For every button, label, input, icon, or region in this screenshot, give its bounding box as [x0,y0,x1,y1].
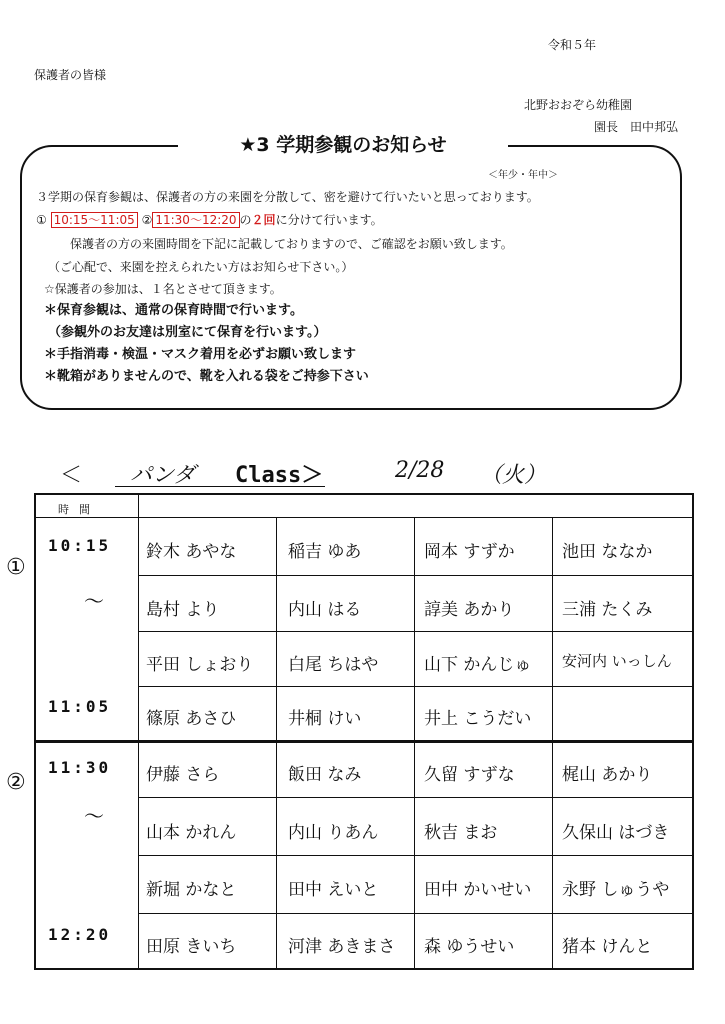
session-2-marker: ② [6,770,26,795]
notice-line-7: （参観外のお友達は別室にて保育を行います。） [48,325,327,340]
two-times: ２回 [251,213,276,227]
session-1-tilde: ～ [84,589,104,613]
student-name: 猪本 けんと [562,937,653,957]
notice-line-3: 保護者の方の来園時間を下記に記載しておりますので、ご確認をお願い致します。 [70,237,513,251]
school-name: 北野おおぞら幼稚園 [524,98,633,112]
student-name: 三浦 たくみ [562,600,653,620]
student-name: 池田 ななか [562,542,653,562]
student-name: 井上 こうだい [424,709,532,729]
row-line [138,855,694,856]
class-name: パンダ [130,463,196,488]
greeting: 保護者の皆様 [34,68,107,82]
student-name: 森 ゆうせい [424,937,515,957]
student-name: 河津 あきまさ [288,937,396,957]
session-1-marker: ① [6,555,26,580]
divider-col-4 [552,517,553,970]
notice-line-6: ＊保育参観は、通常の保育時間で行います。 [44,303,303,318]
session-2-tilde: ～ [84,804,104,828]
session-1-start: 10:15 [48,536,112,555]
era-label: 令和５年 [548,38,597,52]
line2-the: の [239,213,252,227]
header-row-line [34,517,694,518]
session-marker-1: ① [36,213,47,227]
student-name: 梶山 あかり [562,765,653,785]
class-header [60,458,660,486]
student-name: 鈴木 あやな [146,542,237,562]
student-name: 内山 はる [288,600,362,620]
session-2-start: 11:30 [48,758,112,777]
student-name: 伊藤 さら [146,765,220,785]
row-line [138,686,694,687]
grade-note: ＜年少・年中＞ [488,170,558,181]
session-2-end: 12:20 [48,925,112,944]
class-open-bracket: ＜ [60,463,83,488]
student-name: 白尾 ちはや [288,655,379,675]
divider-time-col [138,493,139,970]
notice-line-4: （ご心配で、来園を控えられたい方はお知らせ下さい。） [48,260,354,274]
student-name: 井桐 けい [288,709,362,729]
student-name: 内山 りあん [288,823,379,843]
student-name: 田原 きいち [146,937,237,957]
notice-title: ★3 学期参観のお知らせ [178,128,508,162]
student-name: 永野 しゅうや [562,880,670,900]
time-column-header: 時間 [58,503,100,516]
row-line [138,575,694,576]
class-underline [115,486,325,487]
student-name: 新堀 かなと [146,880,237,900]
notice-line-2 [36,212,383,228]
notice-line-9: ＊靴箱がありませんので、靴を入れる袋をご持参下さい [44,369,369,384]
student-name: 平田 しょおり [146,655,254,675]
student-name: 久留 すずな [424,765,515,785]
visit-weekday: （火） [480,463,547,488]
session-1-time: 10:15～11:05 [51,212,138,228]
line2-suffix: に分けて行います。 [275,213,383,227]
divider-col-2 [276,517,277,970]
student-name: 久保山 はづき [562,823,670,843]
notice-line-8: ＊手指消毒・検温・マスク着用を必ずお願い致します [44,347,357,362]
visit-date: 2/28 [395,458,445,483]
student-name: 稲吉 ゆあ [288,542,362,562]
student-name: 田中 かいせい [424,880,532,900]
student-name: 安河内 いっしん [562,652,672,670]
student-name: 岡本 すずか [424,542,515,562]
notice-line-5: ☆保護者の参加は、１名とさせて頂きます。 [44,282,282,296]
row-line [138,797,694,798]
student-name: 山下 かんじゅ [424,655,532,675]
divider-col-3 [414,517,415,970]
student-name: 島村 より [146,600,220,620]
row-line [138,913,694,914]
session-1-end: 11:05 [48,697,112,716]
notice-line-1: ３学期の保育参観は、保護者の方の来園を分散して、密を避けて行いたいと思っております。 [36,190,539,204]
student-name: 山本 かれん [146,823,237,843]
student-name: 秋吉 まお [424,823,498,843]
class-word: Class＞ [235,463,324,488]
director-name: 園長 田中邦弘 [594,120,679,134]
session-2-time: 11:30～12:20 [152,212,239,228]
student-name: 田中 えいと [288,880,379,900]
student-name: 篠原 あさひ [146,709,237,729]
student-name: 諄美 あかり [424,600,515,620]
session-marker-2: ② [141,213,153,227]
student-name: 飯田 なみ [288,765,362,785]
session-divider [34,740,694,743]
row-line [138,631,694,632]
